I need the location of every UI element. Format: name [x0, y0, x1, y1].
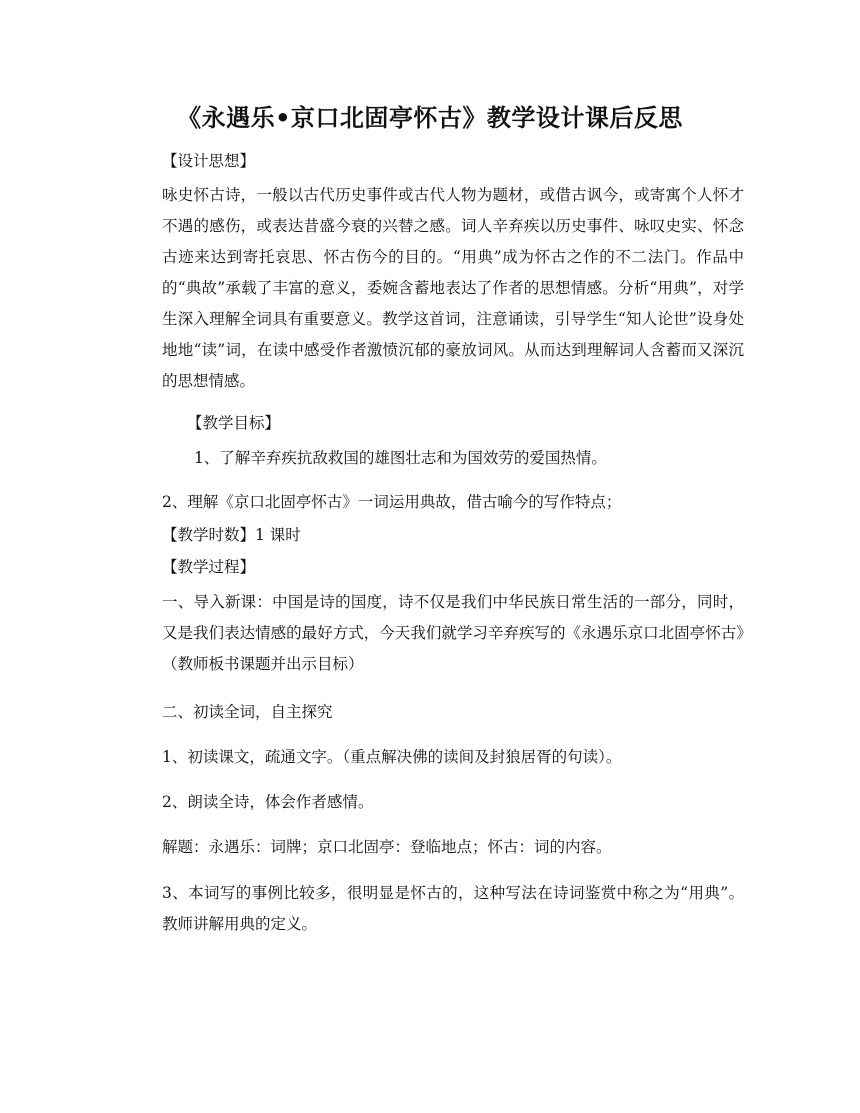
- goal-heading: 【教学目标】: [187, 414, 281, 432]
- title-explanation: 解题：永遇乐：词牌；京口北固亭：登临地点；怀古：词的内容。: [162, 838, 612, 856]
- process-heading: 【教学过程】: [162, 558, 256, 576]
- teaching-hours: 【教学时数】1 课时: [162, 526, 301, 544]
- design-heading: 【设计思想】: [162, 152, 256, 170]
- step-2-item-3: 3、本词写的事例比较多，很明显是怀古的，这种写法在诗词鉴赏中称之为“用典”。教师讲解用典的定义。: [162, 884, 744, 933]
- step-2-heading: 二、初读全词，自主探究: [162, 703, 333, 721]
- step-2-item-2: 2、朗读全诗，体会作者感情。: [162, 793, 374, 811]
- goal-item-2: 2、理解《京口北固亭怀古》一词运用典故，借古喻今的写作特点；: [162, 493, 622, 511]
- document-title: 《永遇乐•京口北固亭怀古》教学设计课后反思: [177, 104, 683, 132]
- step-2-item-1: 1、初读课文，疏通文字。（重点解决佛的读间及封狼居胥的句读）。: [162, 748, 622, 766]
- process-intro: 一、导入新课：中国是诗的国度，诗不仅是我们中华民族日常生活的一部分，同时，又是我们表达情感的最好方式，今天我们就学习辛弃疾写的《永遇乐京口北固亭怀古》（教师板书课题并出示目标）: [162, 593, 744, 673]
- design-body: 咏史怀古诗，一般以古代历史事件或古代人物为题材，或借古讽今，或寄寓个人怀才不遇的感伤，或表达昔盛今衰的兴替之感。词人辛弃疾以历史事件、咏叹史实、怀念古迹来达到寄托哀思、怀古伤今的目的。“用典”成为怀古之作的不二法门。作品中的“典故”承载了丰富的意义，委婉含蓄地表达了作者的思想情感。分析“用典”，对学生深入理解全词具有重要意义。教学这首词，注意诵读，引导学生“知人论世”设身处地地“读”词，在读中感受作者激愤沉郁的豪放词风。从而达到理解词人含蓄而又深沉的思想情感。: [162, 186, 744, 390]
- goal-item-1: 1、了解辛弃疾抗敌救国的雄图壮志和为国效劳的爱国热情。: [194, 449, 607, 467]
